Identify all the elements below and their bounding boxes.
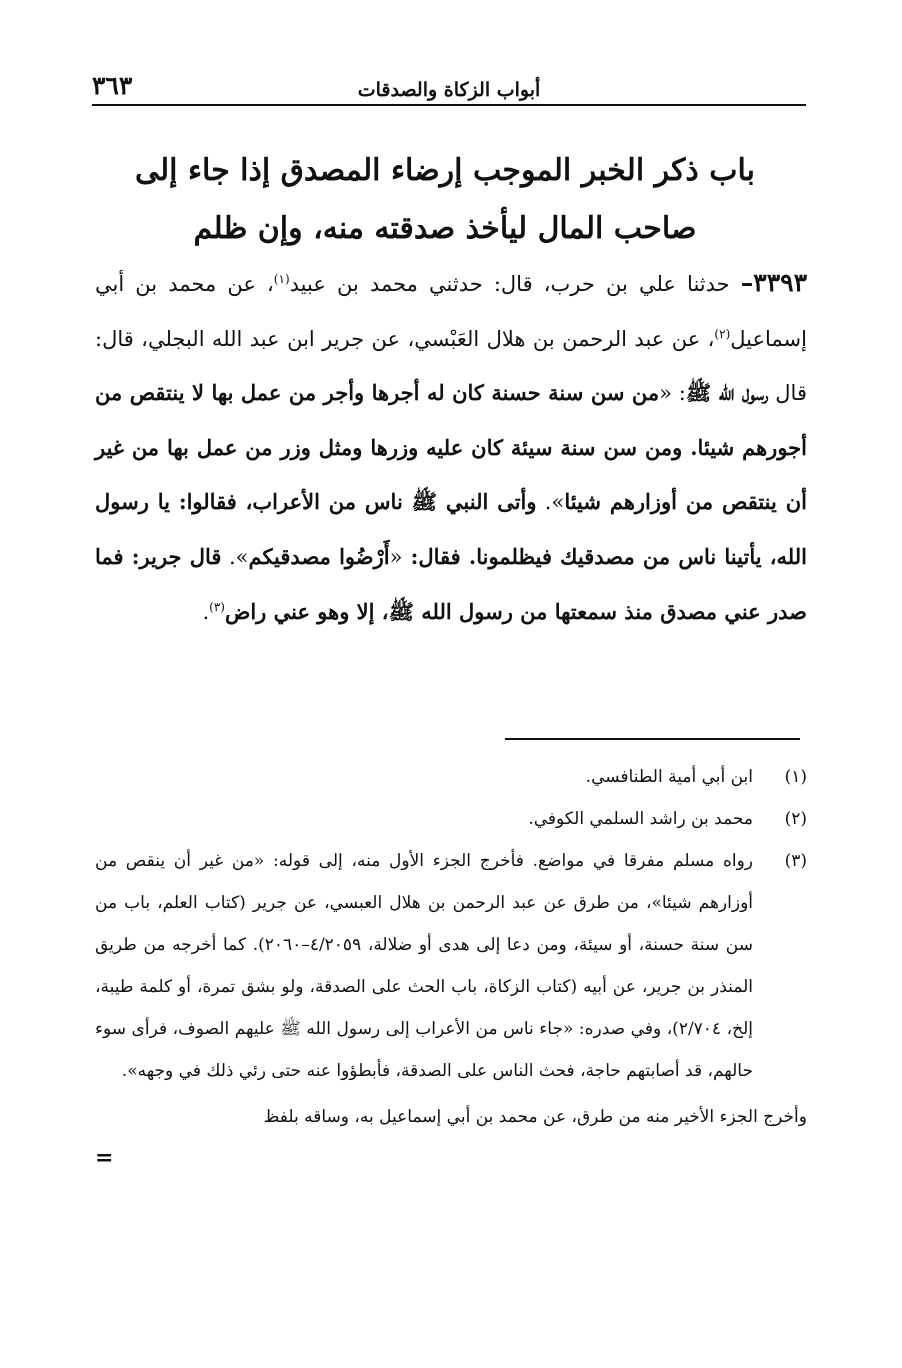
narrative-part-1: وأتى النبي ﷺ ناس من الأعراب، فقالوا: يا رسول الله، يأتينا ناس من مصدقيك فيظلمونا. فقال: (95, 489, 807, 569)
footnote-ref-2: (٢) (714, 326, 731, 341)
saying-open-quote: « (389, 544, 403, 569)
footnote-marker-3: (٣) (784, 851, 807, 871)
page-number: ٣٦٣ (92, 71, 133, 100)
prophet-mention: رسول الله ﷺ (685, 380, 769, 406)
isnad-part-3: ، عن عبد الرحمن بن هلال العَبْسي، عن جرير ابن عبد الله البجلي، قال: قال (95, 326, 807, 406)
footnote-ref-1: (١) (273, 272, 290, 286)
saying-text: أَرْضُوا مصدقيكم (248, 543, 390, 569)
hadith-number: ٣٣٩٣ (753, 268, 807, 297)
footnote-2 (95, 798, 807, 840)
footnote-3 (95, 840, 807, 1092)
footnote-divider (505, 738, 800, 740)
footnote-marker-2: (٢) (784, 809, 807, 829)
page-header (92, 70, 806, 106)
running-title: أبواب الزكاة والصدقات (357, 79, 541, 101)
footnotes (95, 756, 807, 1170)
hadith-number-separator: – (740, 268, 754, 297)
matn-open-quote: : « (659, 381, 686, 406)
footnote-text-1: ابن أبي أمية الطنافسي. (585, 767, 753, 787)
hadith-end-mark: . (202, 599, 210, 624)
matn-text: من سن سنة حسنة كان له أجرها وأجر من عمل بها لا ينتقص من أجورهم شيئا. ومن سن سنة سيئة كان عليه وزرها ومثل وزر من عمل بها من غير أن ينتقص من أوزارهم شيئا (95, 380, 807, 515)
hadith-text (95, 256, 807, 639)
continuation-mark: = (95, 1145, 114, 1171)
footnote-text-3: رواه مسلم مفرقا في مواضع. فأخرج الجزء الأول منه، إلى قوله: «من غير أن ينقص من أوزارهم شيئا»، من طرق عن عبد الرحمن بن هلال العبسي، عن جرير (كتاب العلم، باب من سن سنة حسنة، أو سيئة، ومن دعا إلى هدى أو ضلالة، ٤/٢٠٥٩–٢٠٦٠). كما أخرجه من طريق المنذر بن جرير، عن أبيه (كتاب الزكاة، باب الحث على الصدقة، ولو بشق تمرة، أو كلمة طيبة، إلخ، ٢/٧٠٤)، وفي صدره: «جاء ناس من الأعراب إلى رسول الله ﷺ عليهم الصوف، فرأى سوء حالهم، قد أصابتهم حاجة، فحث الناس على الصدقة، فأبطؤوا عنه حتى رئي ذلك في وجهه». (95, 851, 753, 1081)
footnote-marker-1: (١) (784, 767, 807, 787)
narrative-part-2: قال جرير: فما صدر عني مصدق منذ سمعتها من رسول الله ﷺ، إلا وهو عني راض (95, 543, 807, 624)
footnote-continuation: وأخرج الجزء الأخير منه من طرق، عن محمد بن أبي إسماعيل به، وساقه بلفظ (263, 1107, 807, 1127)
saying-close-quote: ». (221, 544, 249, 569)
footnote-1 (95, 756, 807, 798)
footnote-ref-3: (٣) (209, 599, 225, 614)
matn-close-quote: ». (536, 490, 565, 515)
isnad-part-2: ، عن محمد بن أبي إسماعيل (95, 272, 807, 351)
chapter-title: باب ذكر الخبر الموجب إرضاء المصدق إذا جاء إلى صاحب المال ليأخذ صدقته منه، وإن ظلم (135, 153, 755, 246)
footnote-text-2: محمد بن راشد السلمي الكوفي. (528, 809, 753, 829)
isnad-part-1: حدثنا علي بن حرب، قال: حدثني محمد بن عبيد (289, 272, 741, 296)
